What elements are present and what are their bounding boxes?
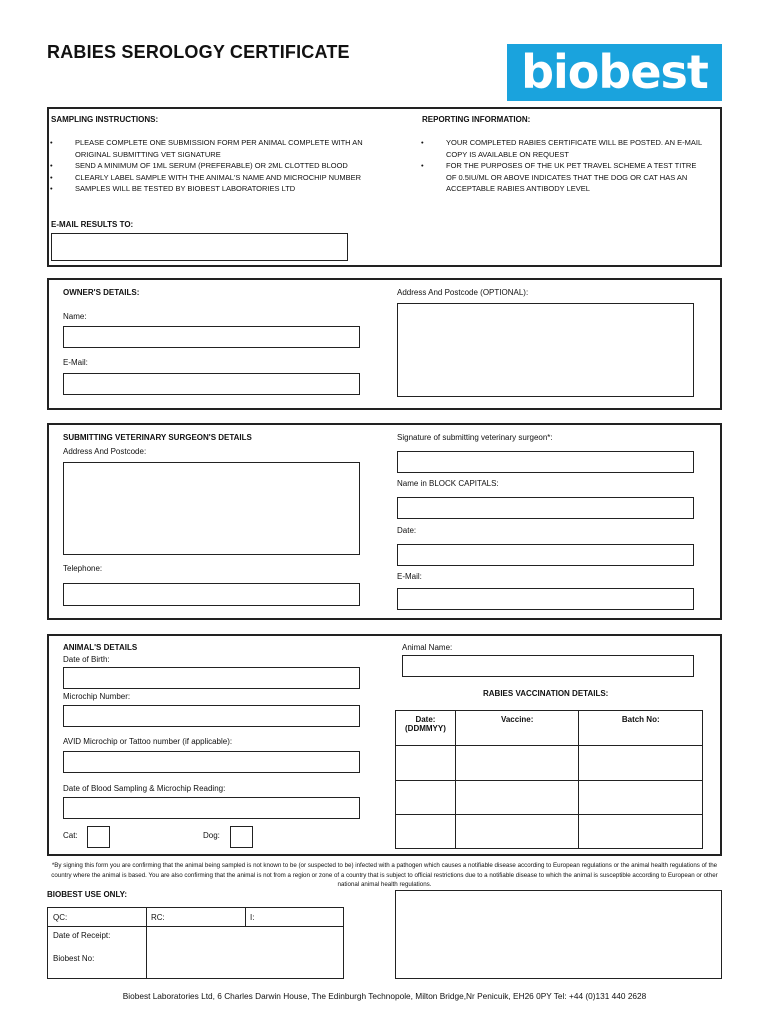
owner-heading: OWNER'S DETAILS: (63, 288, 140, 297)
receipt-label: Date of Receipt: (53, 931, 111, 940)
vacc-cell[interactable] (455, 781, 579, 815)
animal-name-label: Animal Name: (402, 643, 453, 652)
vet-date-label: Date: (397, 526, 417, 535)
vacc-col-batch: Batch No: (579, 711, 703, 746)
biobest-logo (507, 44, 722, 101)
vet-name-caps-label: Name in BLOCK CAPITALS: (397, 479, 499, 488)
email-results-label: E-MAIL RESULTS TO: (51, 220, 134, 229)
dob-field[interactable] (63, 667, 360, 689)
cat-checkbox[interactable] (87, 826, 110, 848)
vet-email-label: E-Mail: (397, 572, 422, 581)
animal-heading: ANIMAL'S DETAILS (63, 643, 138, 652)
reporting-list (421, 137, 706, 195)
owner-email-field[interactable] (63, 373, 360, 395)
i-label: I: (250, 913, 255, 922)
dog-checkbox[interactable] (230, 826, 253, 848)
vaccination-table (395, 710, 703, 849)
disclaimer: *By signing this form you are confirming that the animal being sampled is not known to be (or suspected to be) infected with a pathogen which causes a notifiable disease according to European regulations or the animal health regulations of the country where the animal is based. You are also confirming that the animal is not from a region or zone of a country that is subject to official restrictions due to a notifiable disease to which the animal is susceptible according to European or other national animal health regulations. (51, 862, 718, 888)
list-item: • PLEASE COMPLETE ONE SUBMISSION FORM PER ANIMAL COMPLETE WITH AN ORIGINAL SUBMITTING VET SIGNATURE (50, 137, 395, 160)
owner-address-label: Address And Postcode (OPTIONAL): (397, 288, 529, 297)
vet-signature-field[interactable] (397, 451, 694, 473)
avid-label: AVID Microchip or Tattoo number (if applicable): (63, 737, 233, 746)
vacc-cell[interactable] (455, 746, 579, 781)
microchip-field[interactable] (63, 705, 360, 727)
use-only-heading: BIOBEST USE ONLY: (47, 890, 128, 899)
list-item: • YOUR COMPLETED RABIES CERTIFICATE WILL BE POSTED. AN E-MAIL COPY IS AVAILABLE ON REQUEST (421, 137, 706, 160)
dob-label: Date of Birth: (63, 655, 110, 664)
sampling-heading: SAMPLING INSTRUCTIONS: (51, 115, 159, 124)
email-results-field[interactable] (51, 233, 348, 261)
list-item: • SEND A MINIMUM OF 1ML SERUM (PREFERABLE) OR 2ML CLOTTED BLOOD (50, 160, 395, 172)
vacc-col-vaccine: Vaccine: (455, 711, 579, 746)
owner-email-label: E-Mail: (63, 358, 88, 367)
biobest-no-label: Biobest No: (53, 954, 95, 963)
owner-name-label: Name: (63, 312, 87, 321)
page-title: RABIES SEROLOGY CERTIFICATE (47, 42, 350, 62)
vet-telephone-label: Telephone: (63, 564, 103, 573)
owner-name-field[interactable] (63, 326, 360, 348)
vet-signature-label: Signature of submitting veterinary surgeon*: (397, 433, 553, 442)
vacc-col-date: Date: (DDMMYY) (396, 711, 456, 746)
vet-heading: SUBMITTING VETERINARY SURGEON'S DETAILS (63, 433, 252, 442)
vacc-cell[interactable] (396, 815, 456, 849)
lab-notes-box (395, 890, 722, 979)
footer-address: Biobest Laboratories Ltd, 6 Charles Darwin House, The Edinburgh Technopole, Milton Bridge,Nr Penicuik, EH26 0PY Tel: +44 (0)131 440 2628 (122, 991, 647, 1001)
vacc-cell[interactable] (455, 815, 579, 849)
vacc-cell[interactable] (579, 746, 703, 781)
blood-sampling-label: Date of Blood Sampling & Microchip Reading: (63, 784, 226, 793)
reporting-heading: REPORTING INFORMATION: (422, 115, 531, 124)
vet-date-field[interactable] (397, 544, 694, 566)
blood-sampling-field[interactable] (63, 797, 360, 819)
vet-name-caps-field[interactable] (397, 497, 694, 519)
sampling-list (50, 137, 395, 195)
list-item: • CLEARLY LABEL SAMPLE WITH THE ANIMAL'S NAME AND MICROCHIP NUMBER (50, 172, 395, 184)
vet-address-label: Address And Postcode: (63, 447, 147, 456)
logo-text: biobest (521, 45, 708, 99)
vacc-cell[interactable] (579, 781, 703, 815)
vaccination-heading: RABIES VACCINATION DETAILS: (483, 689, 609, 698)
avid-field[interactable] (63, 751, 360, 773)
vacc-cell[interactable] (396, 781, 456, 815)
vacc-cell[interactable] (579, 815, 703, 849)
dog-label: Dog: (203, 831, 220, 840)
animal-name-field[interactable] (402, 655, 694, 677)
owner-address-field[interactable] (397, 303, 694, 397)
cat-label: Cat: (63, 831, 78, 840)
vet-address-field[interactable] (63, 462, 360, 555)
qc-label: QC: (53, 913, 68, 922)
rc-label: RC: (151, 913, 165, 922)
list-item: • FOR THE PURPOSES OF THE UK PET TRAVEL SCHEME A TEST TITRE OF 0.5IU/ML OR ABOVE INDICATES THAT THE DOG OR CAT HAS AN ACCEPTABLE RABIES ANTIBODY LEVEL (421, 160, 706, 195)
vet-telephone-field[interactable] (63, 583, 360, 606)
list-item: • SAMPLES WILL BE TESTED BY BIOBEST LABORATORIES LTD (50, 183, 395, 195)
vacc-cell[interactable] (396, 746, 456, 781)
microchip-label: Microchip Number: (63, 692, 131, 701)
use-only-grid (47, 907, 344, 979)
vet-email-field[interactable] (397, 588, 694, 610)
